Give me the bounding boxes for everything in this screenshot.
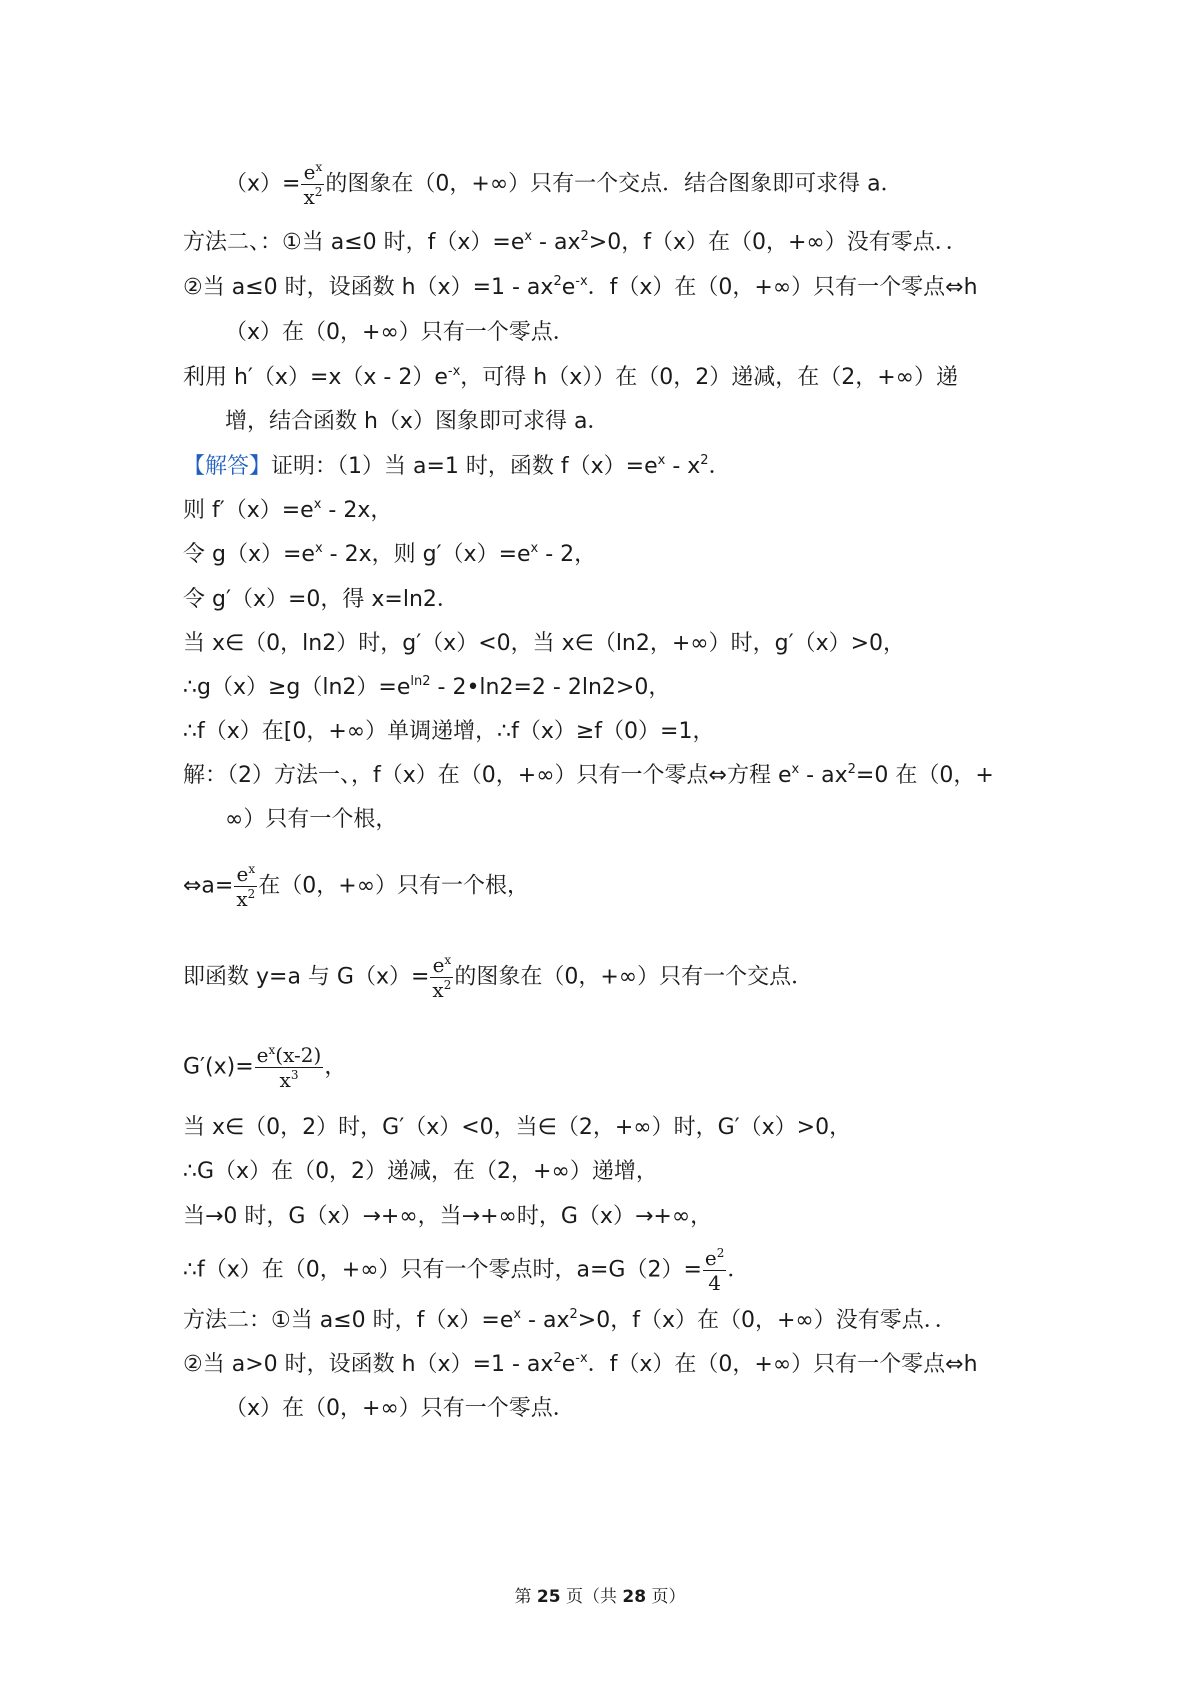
text-line: ∴f（x）在（0，+∞）只有一个零点时，a=G（2）= $\frac{e^2}{4}$ ． (183, 1246, 750, 1295)
text-line: ∞）只有一个根， (225, 807, 398, 832)
total-pages: 28 (622, 1587, 647, 1607)
answer-tag: 【解答】 (183, 454, 272, 479)
text-line: 解：（2）方法一、，f（x）在（0，+∞）只有一个零点⇔方程 $e^x - ax^2=0$ 在（0，+ (183, 762, 994, 788)
text-line: 当 x∈（0，ln2）时，g′（x）<0，当 x∈（ln2，+∞）时，g′（x）>0， (183, 631, 906, 656)
text-line: 利用 $h'(x)=x(x - 2)e^{-x}$，可得 h（x））在（0，2）递减，在（2，+∞）递 (183, 364, 958, 390)
text-line: 【解答】证明：（1）当 a=1 时，函数 $f(x)=e^x - x^2$． (183, 453, 731, 479)
text-line: ②当 a≤0 时，设函数 $h(x)=1 - ax^2e^{-x}$．f（x）在（0，+∞）只有一个零点⇔h (183, 274, 978, 300)
text-line: ⇔a= $\frac{e^x}{x^2}$ 在（0，+∞）只有一个根， (183, 862, 530, 911)
fraction: $\frac{e^x(x-2)}{x^3}$ (256, 1043, 322, 1092)
text-line: ∴G（x）在（0，2）递减，在（2，+∞）递增， (183, 1159, 658, 1184)
fraction: $\frac{e^x}{x^2}$ (236, 862, 256, 911)
text-line: （x）在（0，+∞）只有一个零点． (225, 1396, 575, 1421)
text-line: 令 $g(x)=e^x - 2x$，则 $g'(x)=e^x - 2$， (183, 541, 597, 567)
text-line: 当→0 时，G（x）→+∞，当→+∞时，G（x）→+∞， (183, 1204, 713, 1229)
page-footer: 第 25 页（共 28 页） (514, 1587, 686, 1607)
text-line: 方法二：①当 a≤0 时，$f(x)=e^x - ax^2>0$，f（x）在（0，+∞）没有零点．． (183, 1307, 957, 1333)
fraction: $\frac{e^x}{x^2}$ (432, 953, 452, 1002)
fraction: $\frac{e^x}{x^2}$ (303, 160, 323, 209)
text-line: 即函数 y=a 与 G（x）= $\frac{e^x}{x^2}$ 的图象在（0，+∞）只有一个交点． (183, 953, 814, 1002)
page-number: 25 (536, 1587, 561, 1607)
text-line: $\therefore g(x)\ge g(\ln 2)=e^{ln2}$ - 2•ln2=2 - 2ln2>0， (183, 674, 671, 700)
text-line: （x）在（0，+∞）只有一个零点． (225, 320, 575, 345)
text-line: 令 g′（x）=0，得 x=ln2． (183, 587, 459, 612)
text-line: ②当 a>0 时，设函数 $h(x)=1 - ax^2e^{-x}$．f（x）在（0，+∞）只有一个零点⇔h (183, 1351, 978, 1377)
text-line: （x）= $\frac{e^x}{x^2}$ 的图象在（0，+∞）只有一个交点．结合图象即可求得 a． (225, 160, 903, 209)
fraction: $\frac{e^2}{4}$ (704, 1246, 725, 1295)
text-line: ∴f（x）在[0，+∞）单调递增，∴f（x）≥f（0）=1， (183, 719, 715, 744)
text-line: 则 $f'(x)=e^x - 2x$， (183, 497, 393, 523)
text-line: 方法二、：①当 a≤0 时，$f(x)=e^x - ax^2>0$，f（x）在（0，+∞）没有零点．． (183, 229, 968, 255)
text-line: 增，结合函数 h（x）图象即可求得 a． (225, 409, 610, 434)
text-line: G′(x)= $\frac{e^x(x-2)}{x^3}$ ， (183, 1043, 347, 1092)
text-line: 当 x∈（0，2）时，G′（x）<0，当∈（2，+∞）时，G′（x）>0， (183, 1115, 852, 1140)
